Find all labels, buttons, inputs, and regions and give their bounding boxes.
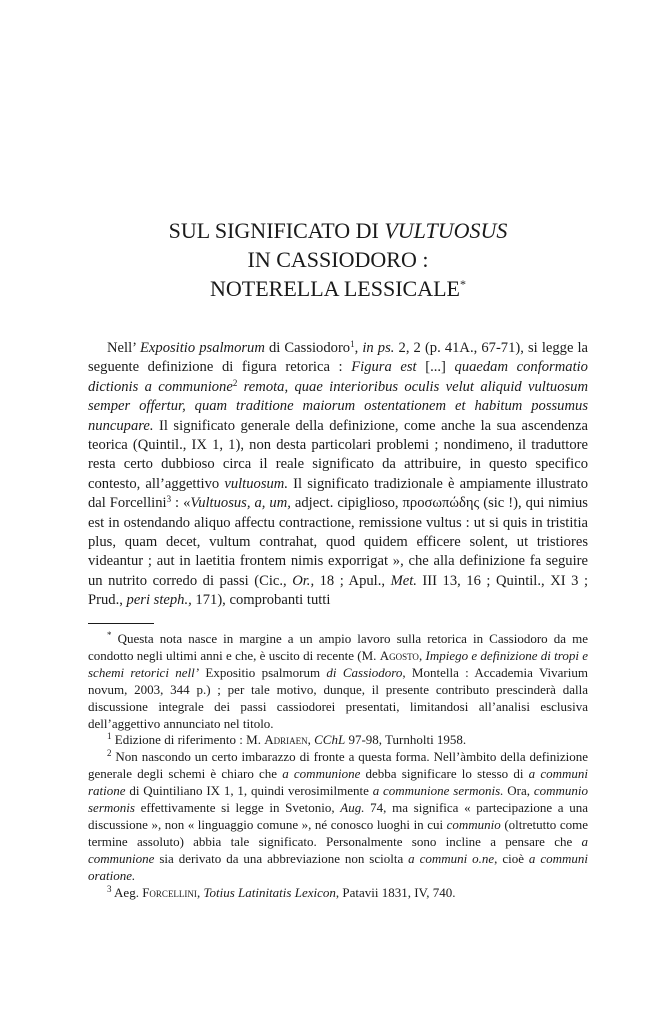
footnote-ref: 2 (232, 377, 238, 388)
footnote (88, 631, 588, 732)
text-run: Met. (390, 572, 417, 589)
text-run: quaedam conformatio dictionis a communione (88, 359, 588, 395)
text-run: a communi o.ne (408, 850, 495, 866)
text-run: , Patavii 1831, IV, 740. (335, 884, 456, 900)
text-run: Totius Latinitatis Lexicon (203, 884, 336, 900)
footnote-mark: * (107, 630, 112, 640)
footnote-ref: 1 (350, 339, 355, 349)
text-run: a communi oratione. (88, 850, 588, 883)
text-run: 18 ; Apul., (314, 572, 391, 589)
text-run: Il significato generale della definizione, come anche la sua ascendenza teorica (Quintil., IX 1, 1), non desta particolari problemi ; nondimeno, il traduttore resta certo dubbioso circa il reale significato da attribuire, in questo specifico contesto, all’aggettivo (88, 417, 588, 492)
text-run: Forcellini (142, 884, 197, 900)
footnote-separator (88, 623, 154, 624)
body-paragraph (88, 339, 588, 611)
footnote-mark: 2 (107, 748, 112, 759)
footnote-mark: 3 (107, 883, 112, 894)
text-run: Questa nota nasce in margine a un ampio lavoro sulla retorica in Cassiodoro da me condotto negli ultimi anni e che, è uscito di recente (M. (88, 631, 588, 663)
text-run: 97-98, Turnholti 1958. (345, 732, 467, 748)
footnote-mark: 1 (107, 731, 112, 742)
text-run: a communione (88, 833, 588, 866)
text-run: Non nascondo un certo imbarazzo di fronte a questa forma. Nell’àmbito della definizione generale degli schemi è chiaro che (88, 749, 588, 782)
text-run: CChL (314, 732, 346, 748)
text-run: , Montella : Accademia Vivarium novum, 2003, 344 p.) ; per tale motivo, dunque, il presente contributo prescinderà dalla discussione integrale dei passi cassiodorei presentati, limitandosi all’analisi esclusiva dell’aggettivo annunciato nel titolo. (88, 664, 588, 731)
text-run: , (418, 647, 426, 663)
text-run: Adriaen (264, 732, 308, 748)
title-line-1: SUL SIGNIFICATO DI VULTUOSUS (168, 218, 508, 243)
text-run: , (307, 732, 315, 748)
text-run: Or., (292, 572, 315, 589)
title-footnote-mark: * (459, 277, 466, 291)
text-run: Vultuosus, a, um, (190, 495, 291, 512)
text-run: di Quintiliano IX 1, 1, quindi verosimilmente (125, 783, 373, 799)
text-run: Edizione di riferimento : M. (111, 732, 265, 748)
text-run: Aug. (340, 800, 365, 816)
text-run: di Cassiodoro (264, 340, 351, 356)
footnote-ref: 3 (166, 494, 172, 505)
text-run: Expositio psalmorum (140, 340, 265, 356)
title-line-2: IN CASSIODORO : (247, 247, 429, 272)
text-run: vultuosum. (224, 475, 288, 492)
footnotes (88, 631, 588, 902)
text-run: adject. cipiglioso, προσωπώδης (sic !), qui nimius est in ostendando aliquo affectu contractione, remissione vultus : ut si quis in tristitia plus, quam decet, vultum contrahat, quod quidem efficere solent, ut tristiores videantur ; aut in laetitia frontem nimis exporrigat », che alla definizione fa seguire un nutrito corredo di passi (Cic., (88, 495, 588, 589)
text-run: , cioè (494, 850, 529, 866)
text-run: Impiego e definizione di tropi e schemi retorici nell’ (88, 647, 588, 680)
text-run: a communione sermonis. (372, 783, 504, 799)
text-run: Expositio psalmorum (199, 664, 327, 680)
text-run: effettivamente si legge in Svetonio, (134, 800, 341, 816)
text-run: di Cassiodoro (326, 664, 403, 680)
text-run: [...] (416, 359, 455, 376)
text-run: 74, ma significa « partecipazione a una discussione », non « linguaggio comune », né conosco luoghi in cui (88, 800, 588, 832)
text-run: Aeg. (111, 884, 143, 900)
footnote (88, 732, 588, 749)
text-run: III 13, 16 ; Quintil., XI 3 ; Prud., (88, 572, 588, 609)
footnote (88, 749, 588, 884)
text-run: Ora, (503, 783, 534, 799)
text-run: a communi ratione (88, 766, 588, 799)
text-run: in ps. (362, 340, 395, 356)
text-run: communio sermonis (88, 783, 588, 816)
text-run: Il significato tradizionale è ampiamente illustrato dal Forcellini (88, 475, 588, 512)
text-run: a communione (282, 766, 361, 782)
text-run: communio (446, 816, 501, 832)
title-italic-word: VULTUOSUS (384, 218, 508, 243)
text-run: : « (171, 495, 191, 512)
title-line-3: NOTERELLA LESSICALE* (210, 276, 466, 301)
text-run: Agosto (379, 647, 419, 663)
text-run: , (354, 340, 363, 356)
body-text (88, 339, 588, 611)
text-run: Figura est (351, 359, 417, 376)
text-run: remota, quae interioribus oculis velut aliquid vultuosum semper offertur, quam traditione maiorum ostentationem et habitum possumus nuncupare. (88, 378, 589, 434)
article-title (88, 216, 588, 303)
text-run: Nell’ (107, 340, 140, 356)
text-run: 2, 2 (p. 41A., 67-71), si legge la seguente definizione di figura retorica : (88, 340, 589, 376)
text-run: debba significare lo stesso di (360, 766, 529, 782)
text-run: 171), comprobanti tutti (191, 592, 331, 609)
text-run: peri steph., (126, 592, 192, 609)
footnote (88, 885, 588, 902)
text-run: , (196, 884, 204, 900)
text-run: sia derivato da una abbreviazione non sciolta (154, 850, 409, 866)
text-run: (oltretutto come termine assoluto) abbia tale significato. Personalmente sono incline a pensare che (88, 816, 588, 849)
